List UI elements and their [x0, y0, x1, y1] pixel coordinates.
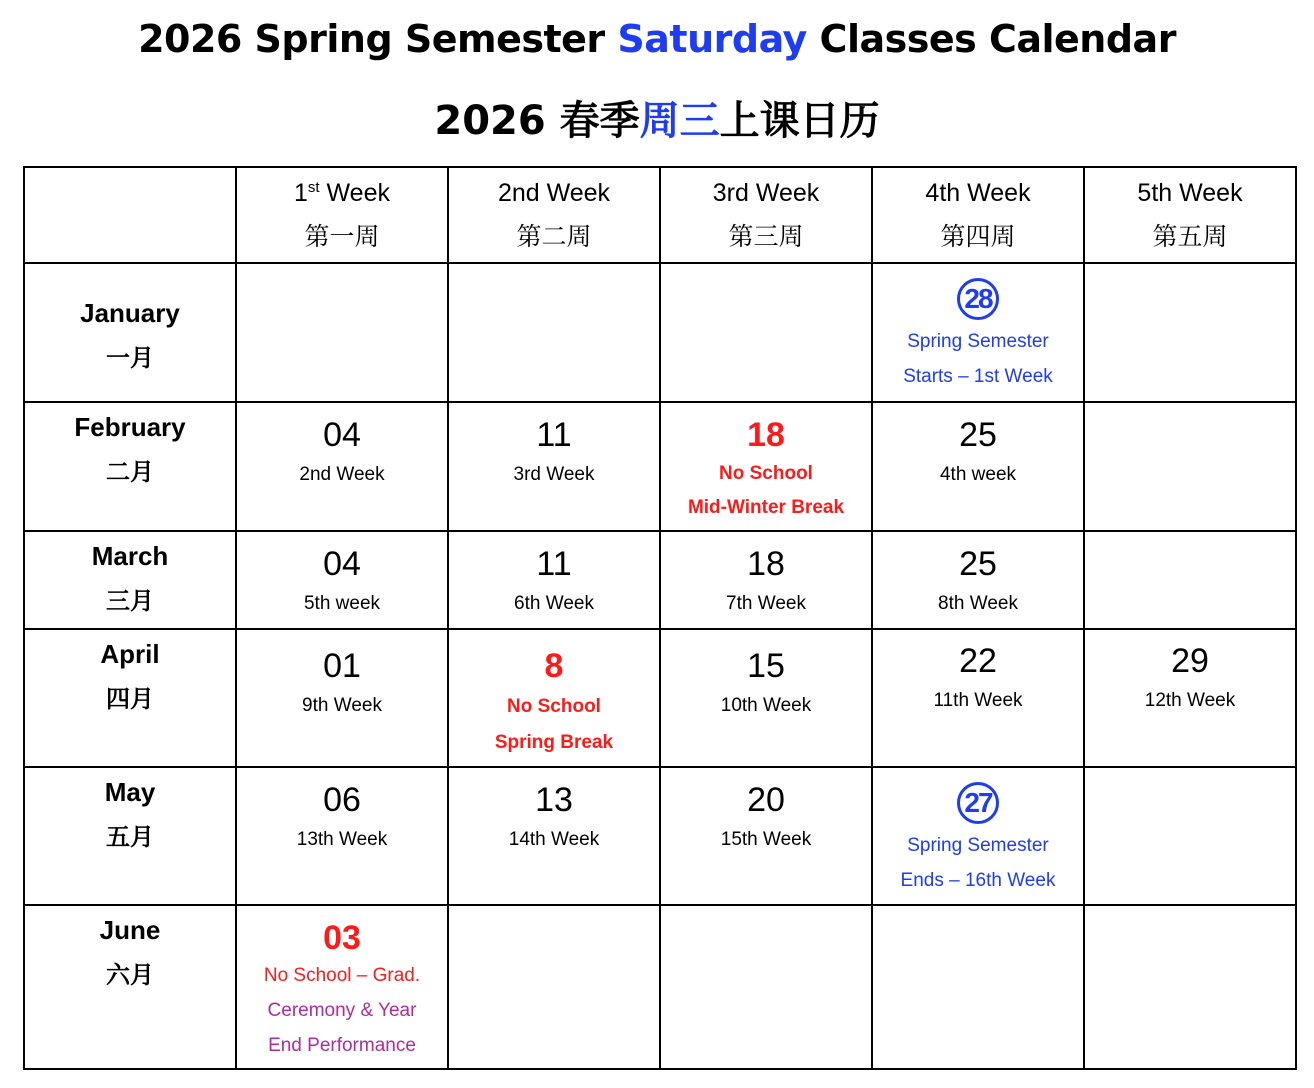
title-highlight-day-cn: 周三 [639, 98, 720, 144]
page-title-english: 2026 Spring Semester Saturday Classes Calendar [138, 17, 1176, 61]
cell-no-school: 8 No School Spring Break [448, 629, 660, 767]
cell-empty [1084, 531, 1296, 629]
cell-empty [1084, 263, 1296, 402]
month-label: May 五月 [24, 767, 236, 905]
month-row-june [24, 905, 1296, 1069]
cell-empty [1084, 905, 1296, 1069]
month-row-february [24, 402, 1296, 531]
cell-date: 11 6th Week [448, 531, 660, 629]
corner-cell [24, 167, 236, 263]
header-week-3: 3rd Week 第三周 [660, 167, 872, 263]
cell-semester-start: 28 Spring Semester Starts – 1st Week [872, 263, 1084, 402]
circled-date: 28 [957, 278, 999, 320]
header-row [24, 167, 1296, 263]
cell-date: 25 8th Week [872, 531, 1084, 629]
cell-empty [236, 263, 448, 402]
cell-empty [660, 905, 872, 1069]
month-row-april [24, 629, 1296, 767]
cell-date: 20 15th Week [660, 767, 872, 905]
month-label: February 二月 [24, 402, 236, 531]
cell-empty [1084, 402, 1296, 531]
month-label: January 一月 [24, 263, 236, 402]
page-title-chinese: 2026 春季周三上课日历 [434, 98, 880, 144]
cell-date: 25 4th week [872, 402, 1084, 531]
month-label: June 六月 [24, 905, 236, 1069]
month-row-march [24, 531, 1296, 629]
cell-date: 15 10th Week [660, 629, 872, 767]
header-week-5: 5th Week 第五周 [1084, 167, 1296, 263]
cell-date: 06 13th Week [236, 767, 448, 905]
cell-date: 11 3rd Week [448, 402, 660, 531]
cell-empty [872, 905, 1084, 1069]
cell-date: 22 11th Week [872, 629, 1084, 767]
month-label: April 四月 [24, 629, 236, 767]
cell-no-school: 18 No School Mid-Winter Break [660, 402, 872, 531]
cell-date: 13 14th Week [448, 767, 660, 905]
cell-empty [448, 905, 660, 1069]
header-week-1: 1st Week 第一周 [236, 167, 448, 263]
cell-empty [1084, 767, 1296, 905]
cell-semester-end: 27 Spring Semester Ends – 16th Week [872, 767, 1084, 905]
cell-date: 18 7th Week [660, 531, 872, 629]
circled-date: 27 [957, 782, 999, 824]
cell-graduation: 03 No School – Grad. Ceremony & Year End Performance [236, 905, 448, 1069]
month-row-may [24, 767, 1296, 905]
month-row-january [24, 263, 1296, 402]
header-week-4: 4th Week 第四周 [872, 167, 1084, 263]
cell-date: 04 5th week [236, 531, 448, 629]
month-label: March 三月 [24, 531, 236, 629]
cell-date: 01 9th Week [236, 629, 448, 767]
calendar-table [23, 166, 1297, 1070]
title-highlight-day: Saturday [617, 17, 807, 61]
cell-date: 29 12th Week [1084, 629, 1296, 767]
cell-empty [660, 263, 872, 402]
cell-empty [448, 263, 660, 402]
header-week-2: 2nd Week 第二周 [448, 167, 660, 263]
cell-date: 04 2nd Week [236, 402, 448, 531]
